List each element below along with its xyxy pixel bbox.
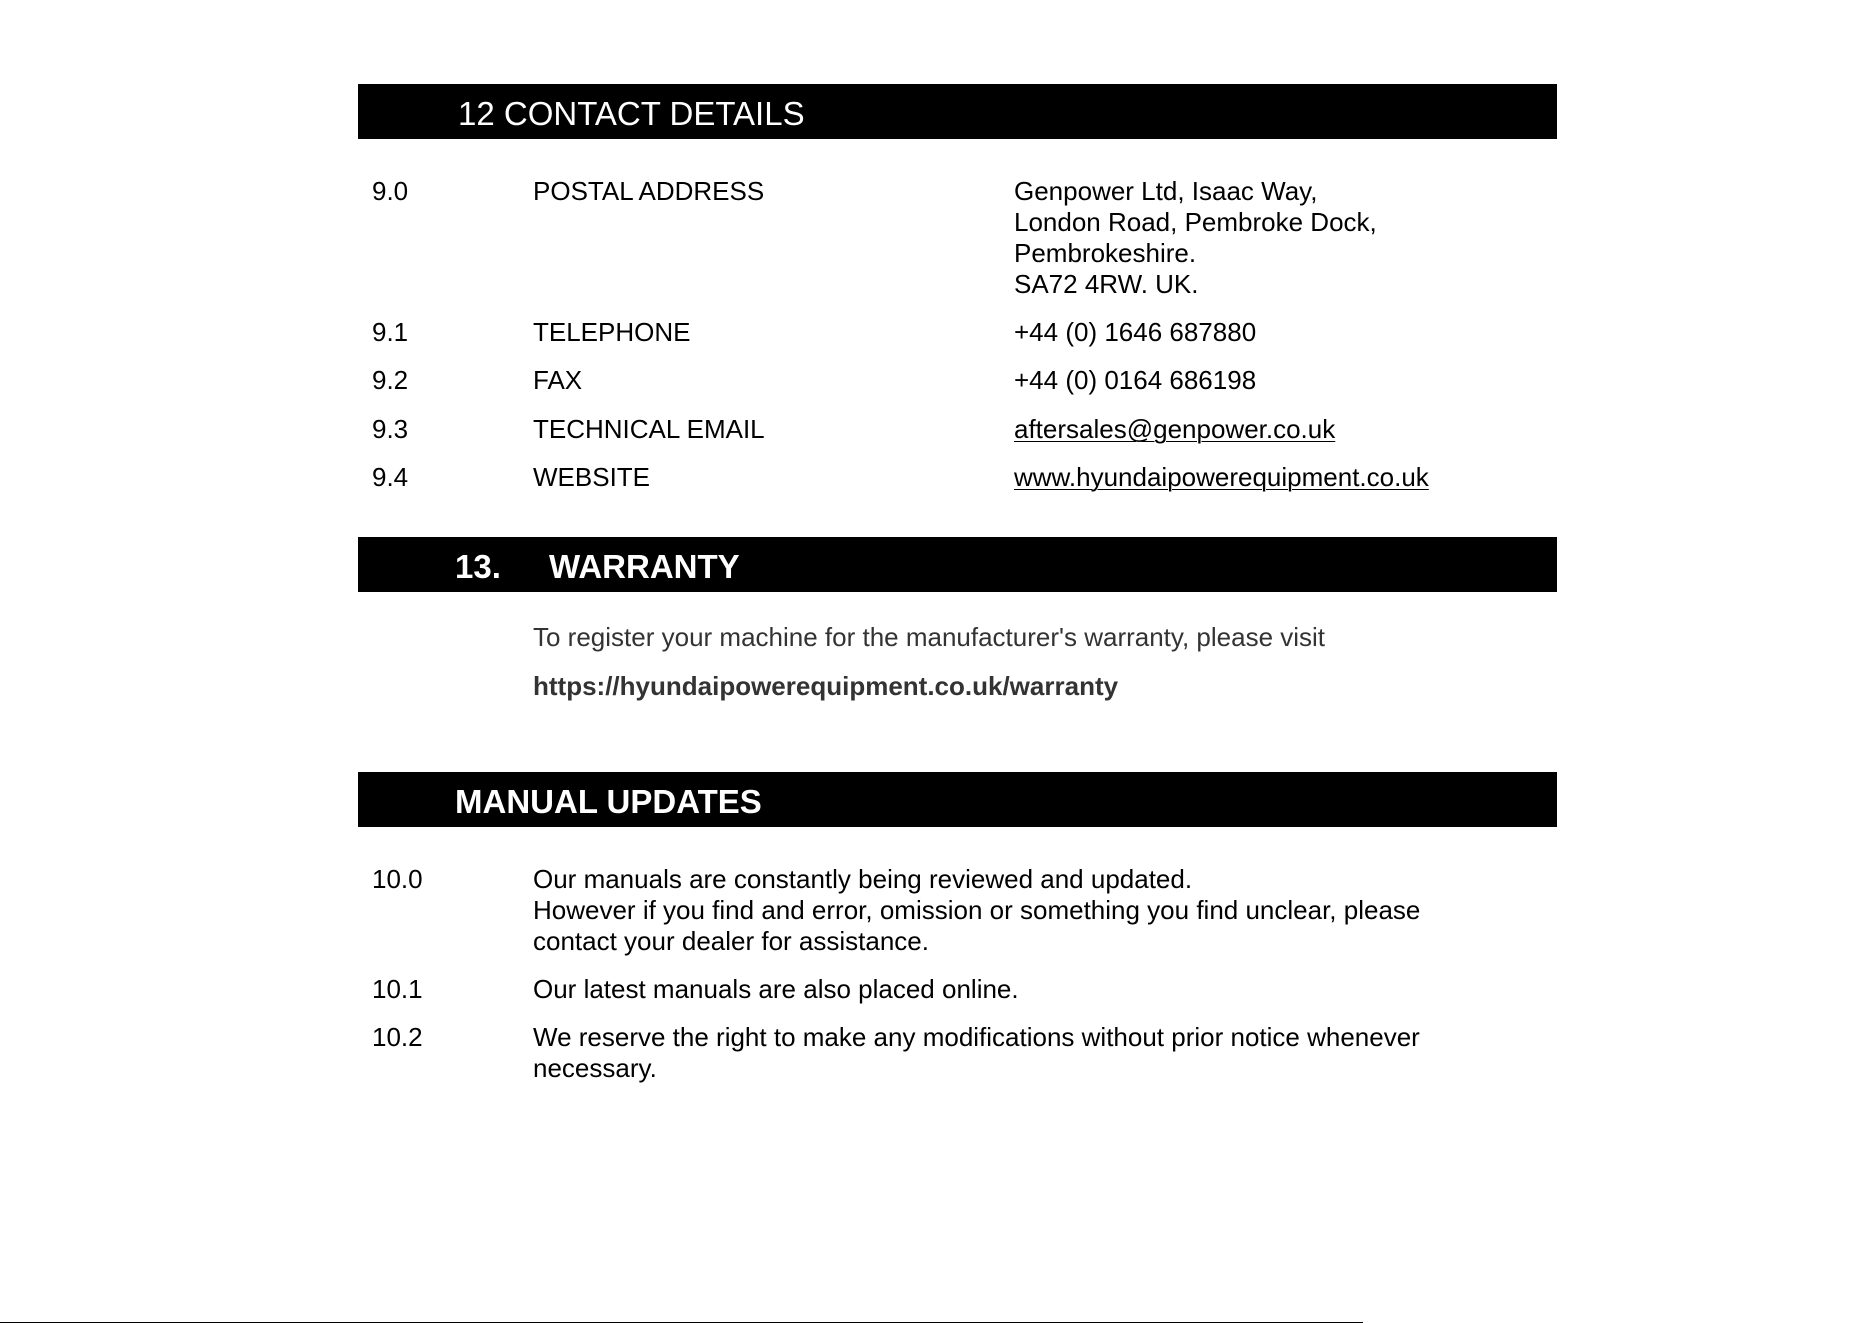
row-label: TECHNICAL EMAIL [533,414,765,444]
row-number: 10.0 [372,864,423,894]
website-link[interactable]: www.hyundaipowerequipment.co.uk [1014,462,1429,492]
update-text-line: Our latest manuals are also placed online. [533,974,1019,1004]
technical-email-link[interactable]: aftersales@genpower.co.uk [1014,414,1336,444]
update-text-line: We reserve the right to make any modifications without prior notice whenever [533,1022,1420,1052]
manual-updates-title: MANUAL UPDATES [455,783,762,820]
address-line: Genpower Ltd, Isaac Way, [1014,176,1318,206]
contact-section-title: 12 CONTACT DETAILS [458,95,805,132]
address-line: London Road, Pembroke Dock, [1014,207,1377,237]
fax-value: +44 (0) 0164 686198 [1014,365,1257,395]
update-text-line: Our manuals are constantly being reviewed and updated. [533,864,1193,894]
row-number: 10.2 [372,1022,423,1052]
contact-section-header [358,84,1557,139]
warranty-section-title: WARRANTY [549,548,740,585]
row-number: 9.4 [372,462,409,492]
telephone-value: +44 (0) 1646 687880 [1014,317,1257,347]
row-number: 9.1 [372,317,409,347]
warranty-section-header [358,537,1557,592]
row-number: 9.3 [372,414,409,444]
warranty-url[interactable]: https://hyundaipowerequipment.co.uk/warranty [533,671,1119,701]
address-line: Pembrokeshire. [1014,238,1197,268]
row-number: 10.1 [372,974,423,1004]
manual-updates-section-header [358,772,1557,827]
address-line: SA72 4RW. UK. [1014,269,1199,299]
update-text-line: However if you find and error, omission or something you find unclear, please [533,895,1421,925]
warranty-section-number: 13. [455,548,501,585]
row-label: POSTAL ADDRESS [533,176,765,206]
row-label: WEBSITE [533,462,651,492]
row-label: FAX [533,365,583,395]
row-number: 9.0 [372,176,409,206]
row-label: TELEPHONE [533,317,691,347]
warranty-text: To register your machine for the manufacturer's warranty, please visit [533,622,1326,652]
row-number: 9.2 [372,365,409,395]
update-text-line: contact your dealer for assistance. [533,926,929,956]
update-text-line: necessary. [533,1053,657,1083]
